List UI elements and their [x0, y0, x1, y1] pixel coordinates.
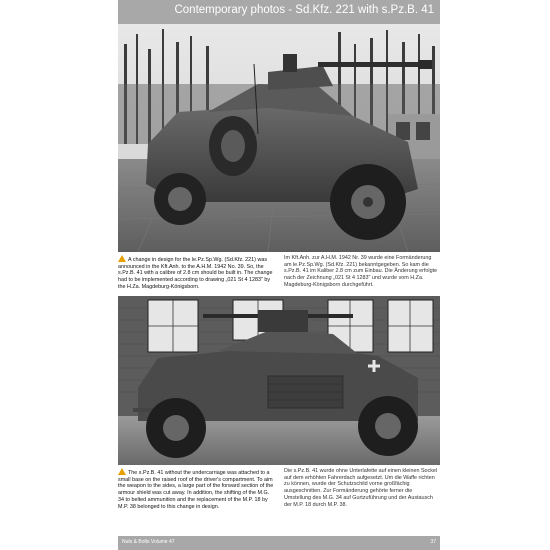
photo-armoured-car-forest: [118, 24, 440, 252]
footer-publication: Nuts & Bolts Volume 47: [122, 539, 175, 545]
caption-2-english-text: The s.Pz.B. 41 without the undercarriage was attached to a small base on the raised roof of the driver's compartment. To aim the weapon to the sides, a large part of the forward section of the armour shield was cut away. In addition, the shifting of the M.G. 34 to belted ammunition and the replacement of the M.P. 18 by M.P. 38 belonged to this change in design.: [118, 470, 274, 510]
caption-1-english-text: A change in design for the le.Pz.Sp.Wg. (Sd.Kfz. 221) was announced in the Kft.Anh. to the A.H.M. 1942 No. 39. So, the s.Pz.B. 41 with a calibre of 2.8 cm should be built in. The change had to be implemented according to drawing „021 St 4 1283" by the H.Za. Magdeburg-Königsborn.: [118, 257, 273, 290]
photo-armoured-car-building: [118, 296, 440, 465]
caption-1-german: Im Kft.Anh. zur A.H.M. 1942 Nr. 39 wurde eine Formänderung am le.Pz.Sp.Wg. (Sd.Kfz. 221) bekanntgegeben. So kam die s.Pz.B. 41 im Kaliber 2.8 cm zum Einbau. Die Änderung erfolgte nach der Zeichnung „021 St 4 1283" und wurde vom H.Za. Magdeburg-Königsborn durchgeführt.: [284, 255, 438, 288]
caption-2-german: Die s.Pz.B. 41 wurde ohne Unterlafette auf einen kleinen Sockel auf dem erhöhten Fahrerdach aufgesetzt. Um die Waffe richten zu können, wurde der Schutzschild vorne großfächig ausgeschnitten. Zur Formänderung gehörte ferner die Umstellung des M.G. 34 auf Gurtzuführung und der Austausch der M.P. 18 durch M.P. 38.: [284, 468, 438, 508]
page-title: Contemporary photos - Sd.Kfz. 221 with s.Pz.B. 41: [174, 4, 434, 16]
caption-2-english: [118, 468, 276, 510]
magazine-page: [118, 0, 440, 550]
caption-triangle-icon: [118, 255, 126, 262]
caption-1-english: [118, 255, 276, 291]
page-header: [118, 0, 440, 24]
page-number: 37: [430, 539, 436, 545]
caption-triangle-icon: [118, 468, 126, 475]
page-footer: [118, 536, 440, 550]
